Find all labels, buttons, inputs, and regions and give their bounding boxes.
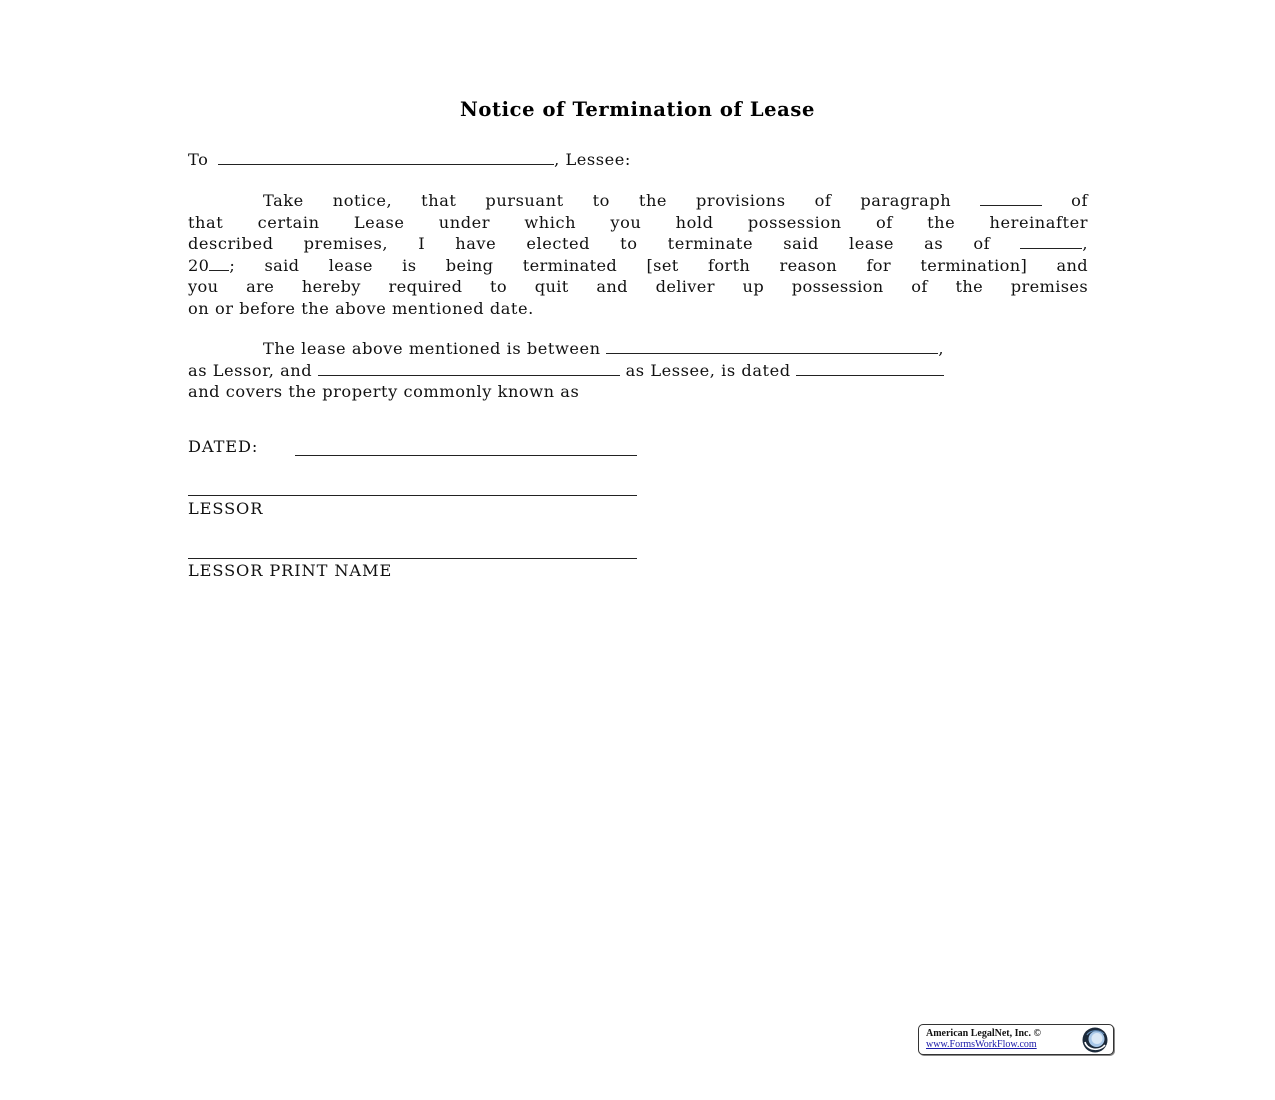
paragraph2-line-2: as Lessor, and as Lessee, is dated — [188, 360, 1088, 382]
lessor-print-name-label: LESSOR PRINT NAME — [188, 561, 393, 580]
year-blank[interactable] — [209, 256, 229, 271]
salutation-line — [188, 149, 1088, 171]
paragraph1-line-1: Take notice, that pursuant to the provisions of paragraph of — [263, 191, 1088, 210]
paragraph2-line-3: and covers the property commonly known as — [188, 382, 580, 401]
paragraph1-line-6: on or before the above mentioned date. — [188, 298, 534, 318]
paragraph1-line-5: you are hereby required to quit and deliver up possession of the premises — [188, 277, 1088, 296]
globe-swirl-icon — [1081, 1026, 1109, 1054]
paragraph1-line-2: that certain Lease under which you hold possession of the hereinafter — [188, 212, 1088, 232]
lessor-signature-line[interactable] — [188, 480, 637, 496]
page-title: Notice of Termination of Lease — [459, 98, 815, 121]
dated-label: DATED: — [188, 437, 259, 456]
paragraph2-line-1: The lease above mentioned is between , — [263, 339, 945, 358]
paragraph1-line-4: 20 ; said lease is being terminated [set forth reason for termination] and — [188, 255, 1088, 275]
lessee-name-blank-2[interactable] — [318, 361, 620, 376]
termination-date-blank[interactable] — [1020, 234, 1082, 249]
lessor-label: LESSOR — [188, 499, 264, 518]
lease-date-blank[interactable] — [796, 361, 944, 376]
lessor-name-blank[interactable] — [606, 339, 938, 354]
salutation-prefix: To — [188, 150, 209, 169]
salutation-suffix: , Lessee: — [554, 150, 631, 169]
lessor-print-name-line[interactable] — [188, 543, 637, 559]
badge-url-link[interactable]: www.FormsWorkFlow.com — [926, 1039, 1037, 1050]
paragraph-number-blank[interactable] — [980, 191, 1042, 206]
american-legalnet-badge[interactable] — [918, 1024, 1114, 1055]
dated-blank[interactable] — [295, 440, 637, 456]
paragraph1-line-3: described premises, I have elected to terminate said lease as of , — [188, 234, 1089, 253]
badge-company-name: American LegalNet, Inc. © — [926, 1028, 1041, 1039]
lessee-name-blank[interactable] — [218, 150, 554, 165]
